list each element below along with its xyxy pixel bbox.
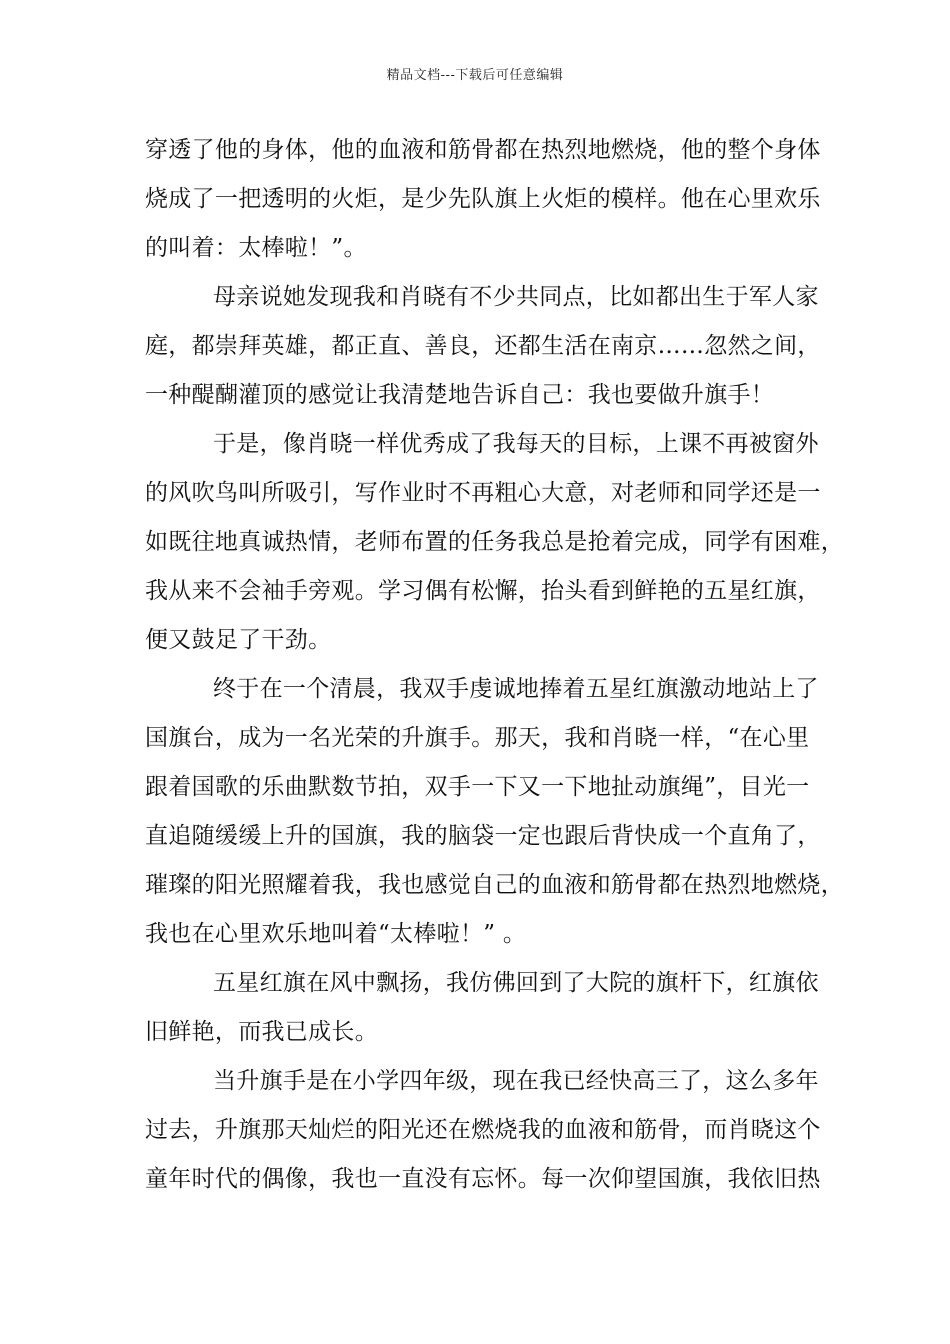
text-line: 跟着国歌的乐曲默数节拍，双手一下又一下地扯动旗绳”，目光一 <box>145 774 810 800</box>
paragraph <box>145 279 825 426</box>
text-line: 终于在一个清晨，我双手虔诚地捧着五星红旗激动地站上了 <box>213 676 819 702</box>
text-line: 于是，像肖晓一样优秀成了我每天的目标，上课不再被窗外 <box>213 431 819 457</box>
text-line: 过去，升旗那天灿烂的阳光还在燃烧我的血液和筋骨，而肖晓这个 <box>145 1117 821 1143</box>
text-line: 当升旗手是在小学四年级，现在我已经快高三了，这么多年 <box>213 1068 819 1094</box>
paragraph <box>145 426 844 671</box>
text-line: 我从来不会袖手旁观。学习偶有松懈，抬头看到鲜艳的五星红旗， <box>145 578 821 604</box>
text-line: 直追随缓缓上升的国旗，我的脑袋一定也跟后背快成一个直角了， <box>145 823 821 849</box>
text-line: 五星红旗在风中飘扬，我仿佛回到了大院的旗杆下，红旗依 <box>213 970 819 996</box>
text-line: 我也在心里欢乐地叫着“太棒啦！” 。 <box>145 921 527 947</box>
text-line: 如既往地真诚热情，老师布置的任务我总是抢着完成，同学有困难， <box>145 529 844 555</box>
text-line: 母亲说她发现我和肖晓有不少共同点，比如都出生于军人家 <box>213 284 819 310</box>
text-line: 的风吹鸟叫所吸引，写作业时不再粗心大意，对老师和同学还是一 <box>145 480 821 506</box>
text-line: 烧成了一把透明的火炬，是少先队旗上火炬的模样。他在心里欢乐 <box>145 186 821 212</box>
text-line: 璀璨的阳光照耀着我，我也感觉自己的血液和筋骨都在热烈地燃烧， <box>145 872 844 898</box>
text-line: 国旗台，成为一名光荣的升旗手。那天，我和肖晓一样，“在心里 <box>145 725 810 751</box>
text-line: 旧鲜艳，而我已成长。 <box>145 1019 378 1045</box>
text-line: 童年时代的偶像，我也一直没有忘怀。每一次仰望国旗，我依旧热 <box>145 1166 821 1192</box>
paragraph <box>145 132 825 279</box>
text-line: 便又鼓足了干劲。 <box>145 627 332 653</box>
text-line: 的叫着：太棒啦！”。 <box>145 235 367 261</box>
paragraph <box>145 1063 825 1210</box>
document-body <box>145 132 844 1210</box>
page-header: 精品文档---下载后可任意编辑 <box>386 68 564 83</box>
paragraph <box>145 965 825 1063</box>
paragraph <box>145 671 844 965</box>
text-line: 穿透了他的身体，他的血液和筋骨都在热烈地燃烧，他的整个身体 <box>145 137 821 163</box>
text-line: 一种醍醐灌顶的感觉让我清楚地告诉自己：我也要做升旗手！ <box>145 382 775 408</box>
text-line: 庭，都崇拜英雄，都正直、善良，还都生活在南京……忽然之间， <box>145 333 821 359</box>
